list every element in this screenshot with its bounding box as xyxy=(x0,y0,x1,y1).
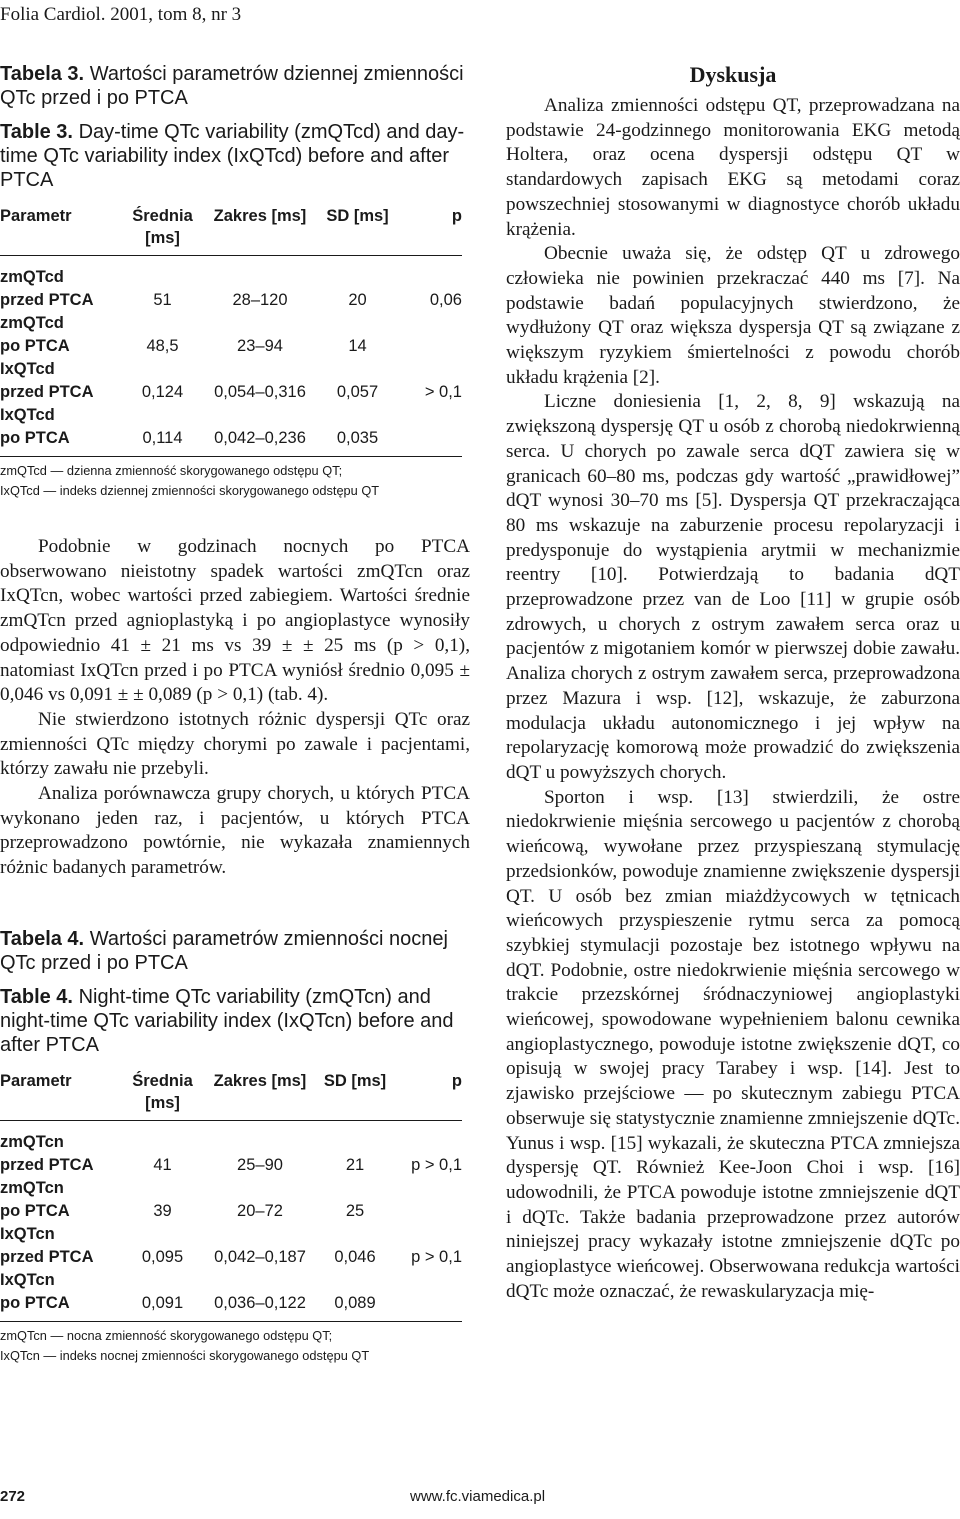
cell-range: 20–72 xyxy=(237,1201,283,1220)
table3-header-p: p xyxy=(400,202,462,256)
paragraph: Sporton i wsp. [13] stwierdzili, że ostre niedokrwienie mięśnia sercowego u pacjentów z chorobą wieńcową, wywołane przez przyspieszaną stymulację przedsionków, powoduje znamienne zwiększenie dyspersji QT. U osób bez zmian miażdżycowych w tętnicach wieńcowych przyspieszenie rytmu serca za pomocą szybkiej stymulacji pozostaje bez istotnego wpływu na dQT. Podobnie, ostre niedokrwienie mięśnia sercowego w trakcie przezskórnej śródnaczyniowej angioplastyki wieńcowej, spowodowane wypełnieniem balonu cewnika angioplastycznego, powoduje istotne zwiększenie dQT, co opisują w swojej pracy Tarabey i wsp. [14]. Jest to zjawisko przejściowe — po skutecznym zabiegu PTCA obserwuje się statystycznie znamienne zmniejszenie dQTc. Yunus i wsp. [15] wykazali, że skuteczna PTCA zmniejsza dyspersję QT. Również Kee-Joon Choi i wsp. [16] udowodnili, że PTCA powoduje istotne zmniejszenie dQT i dQTc. Także badania przeprowadzone przez autorów niniejszej pracy wykazały istotne zmniejszenie dQTc po angioplastyce wieńcowej. Obserwowana redukcja wartości dQTc może oznaczać, że rewaskularyzacja mię- xyxy=(506,786,960,1302)
row-label: przed PTCA xyxy=(0,1247,94,1266)
cell-sd: 0,035 xyxy=(315,427,400,457)
cell-mean: 0,091 xyxy=(120,1292,205,1322)
table-row xyxy=(0,335,462,358)
table3-header-param: Parametr xyxy=(0,202,120,256)
cell-sd: 25 xyxy=(345,1201,365,1220)
table4-caption-pl xyxy=(0,927,470,975)
table3-header-mean: Średnia [ms] xyxy=(120,202,205,256)
left-column xyxy=(0,62,470,1366)
table3 xyxy=(0,202,462,457)
table-row xyxy=(0,289,462,312)
cell-sd: 0,046 xyxy=(334,1247,376,1266)
table4-row-name: IxQTcn xyxy=(0,1224,55,1243)
row-label: po PTCA xyxy=(0,337,70,355)
table4-header-param: Parametr xyxy=(0,1067,120,1121)
paragraph: Analiza porównawcza grupy chorych, u których PTCA wykonano jeden raz, i pacjentów, u których PTCA przeprowadzono powtórnie, nie wykazała znamiennych różnic badanych parametrów. xyxy=(0,783,470,879)
table3-header-sd: SD [ms] xyxy=(315,202,400,256)
cell-range: 23–94 xyxy=(237,337,283,355)
table-row xyxy=(0,1292,462,1322)
table-row xyxy=(0,427,462,457)
cell-p: > 0,1 xyxy=(424,383,462,401)
table4-header-mean: Średnia [ms] xyxy=(120,1067,205,1121)
cell-mean: 0,114 xyxy=(120,427,205,457)
table3-row-name: zmQTcd xyxy=(0,268,64,286)
cell-mean: 0,095 xyxy=(141,1247,184,1266)
table-row xyxy=(0,381,462,404)
cell-mean: 41 xyxy=(153,1155,172,1174)
cell-sd: 20 xyxy=(348,291,367,309)
table4-row-name: IxQTcn xyxy=(0,1270,55,1289)
table4-row-name: zmQTcn xyxy=(0,1178,64,1197)
table3-label-pl: Tabela 3. xyxy=(0,63,85,85)
row-label: przed PTCA xyxy=(0,383,94,401)
table4-caption-en xyxy=(0,985,470,1057)
paragraph: Analiza zmienności odstępu QT, przeprowadzana na podstawie 24-godzinnego monitorowania EKG metodą Holtera, oraz ocena dyspersji odstępu QT w standardowych zapisach EKG są metodami coraz powszechniej stosowanymi w diagnostyce chorób układu krążenia. xyxy=(506,95,960,240)
table4-title-pl: Wartości parametrów zmienności nocnej QTc przed i po PTCA xyxy=(0,927,448,974)
table3-title-en: Day-time QTc variability (zmQTcd) and day-time QTc variability index (IxQTcd) before and after PTCA xyxy=(0,121,465,191)
cell-mean: 0,124 xyxy=(141,383,184,401)
right-body-text xyxy=(506,94,960,1304)
table4-label-pl: Tabela 4. xyxy=(0,927,85,950)
cell-p: p > 0,1 xyxy=(411,1155,462,1174)
table3-row-name: IxQTcd xyxy=(0,406,55,424)
table3-caption-pl xyxy=(0,62,470,110)
table3-note-2: IxQTcd — indeks dziennej zmienności skorygowanego odstępu QT xyxy=(0,483,380,498)
cell-p: p > 0,1 xyxy=(411,1247,462,1266)
table4-label-en: Table 4. xyxy=(0,985,73,1008)
cell-p xyxy=(400,427,462,457)
table3-caption-en xyxy=(0,120,470,192)
cell-sd: 14 xyxy=(348,337,367,355)
paragraph: Podobnie w godzinach nocnych po PTCA obserwowano nieistotny spadek wartości zmQTcn oraz IxQTcn, wobec wartości przed zabiegiem. Wartości średnie zmQTcn przed agnioplastyką i po angioplastyce wynosiły odpowiednio 41 ± 21 ms vs 39 ± ± 25 ms (p > 0,1), natomiast IxQTcn przed i po PTCA wyniósł średnio 0,095 ± 0,046 vs 0,091 ± ± 0,089 (p > 0,1) (tab. 4). xyxy=(0,536,470,706)
table3-title-pl: Wartości parametrów dziennej zmienności QTc przed i po PTCA xyxy=(0,63,464,109)
row-label: po PTCA xyxy=(0,1292,120,1322)
page-number: 272 xyxy=(0,1488,26,1505)
cell-range: 0,042–0,236 xyxy=(205,427,315,457)
cell-range: 0,042–0,187 xyxy=(214,1247,306,1266)
cell-sd: 21 xyxy=(345,1155,365,1174)
cell-range: 0,054–0,316 xyxy=(214,383,306,401)
cell-mean: 48,5 xyxy=(146,337,179,355)
table3-block xyxy=(0,62,470,501)
table4-header-p: p xyxy=(395,1067,462,1121)
cell-range: 25–90 xyxy=(237,1155,283,1174)
table3-label-en: Table 3. xyxy=(0,121,73,143)
table-row xyxy=(0,1200,462,1223)
paragraph: Obecnie uważa się, że odstęp QT u zdrowego człowieka nie powinien przekraczać 440 ms [7]. Na podstawie badań populacyjnych stwierdzono, że wydłużony QT oraz większa dyspersja QT są związane z większym ryzykiem śmiertelności z powodu chorób układu krążenia [2]. xyxy=(506,243,960,388)
right-column xyxy=(506,62,960,1304)
cell-p: 0,06 xyxy=(429,291,462,309)
table-row xyxy=(0,1154,462,1177)
left-body-text xyxy=(0,535,470,881)
table4-row-name: zmQTcn xyxy=(0,1132,64,1151)
table4-block xyxy=(0,927,470,1366)
cell-sd: 0,089 xyxy=(315,1292,395,1322)
row-label: przed PTCA xyxy=(0,1155,94,1174)
row-label: po PTCA xyxy=(0,1201,70,1220)
table4-note-2: IxQTcn — indeks nocnej zmienności skorygowanego odstępu QT xyxy=(0,1347,370,1363)
table4-title-en: Night-time QTc variability (zmQTcn) and night-time QTc variability index (IxQTcn) before and after PTCA xyxy=(0,985,454,1056)
section-title: Dyskusja xyxy=(689,62,777,87)
journal-header: Folia Cardiol. 2001, tom 8, nr 3 xyxy=(0,4,242,25)
table-row xyxy=(0,1246,462,1269)
table4 xyxy=(0,1067,462,1322)
table3-header-range: Zakres [ms] xyxy=(205,202,315,256)
cell-range: 28–120 xyxy=(232,291,288,309)
table3-row-name: zmQTcd xyxy=(0,314,64,332)
table4-note-1: zmQTcn — nocna zmienność skorygowanego odstępu QT; xyxy=(0,1327,333,1343)
paragraph: Liczne doniesienia [1, 2, 8, 9] wskazują na zwiększoną dyspersję QT u osób z chorobą niedokrwienną serca. U chorych po zawale serca dQT zawiera się w granicach 60–80 ms, podczas gdy wartość „prawidłowej” dQT wynosi 30–70 ms [5]. Dyspersja QT przekraczająca 80 ms wskazuje na zaburzenie procesu repolaryzacji i predysponuje do wystąpienia arytmii w mechanizmie reentry [10]. Potwierdzają to badania dQT przeprowadzone przez van de Loo [11] w grupie osób zdrowych, u chorych z ostrym zawałem serca oraz u pacjentów z migotaniem komór w pierwszej dobie zawału. Analiza chorych z ostrym zawałem serca, przeprowadzona przez Mazura i wsp. [12], wskazuje, że zaburzona modulacja układu autonomicznego i jej wpływ na repolaryzację komorową może prowadzić do zwiększenia dQT u powyższych chorych. xyxy=(506,391,960,783)
row-label: po PTCA xyxy=(0,427,120,457)
cell-range: 0,036–0,122 xyxy=(205,1292,315,1322)
cell-p xyxy=(395,1200,462,1223)
paragraph: Nie stwierdzono istotnych różnic dyspersji QTc oraz zmienności QTc między chorymi po zawale i pacjentami, którzy zawału nie przebyli. xyxy=(0,708,470,780)
cell-mean: 51 xyxy=(153,291,172,309)
cell-p xyxy=(395,1292,462,1322)
cell-mean: 39 xyxy=(153,1201,172,1220)
table3-note-1: zmQTcd — dzienna zmienność skorygowanego odstępu QT; xyxy=(0,463,343,478)
table4-header-sd: SD [ms] xyxy=(315,1067,395,1121)
table3-row-name: IxQTcd xyxy=(0,360,55,378)
row-label: przed PTCA xyxy=(0,291,94,309)
table4-header-range: Zakres [ms] xyxy=(205,1067,315,1121)
cell-sd: 0,057 xyxy=(336,383,379,401)
journal-url[interactable]: www.fc.viamedica.pl xyxy=(410,1488,546,1505)
cell-p xyxy=(400,335,462,358)
